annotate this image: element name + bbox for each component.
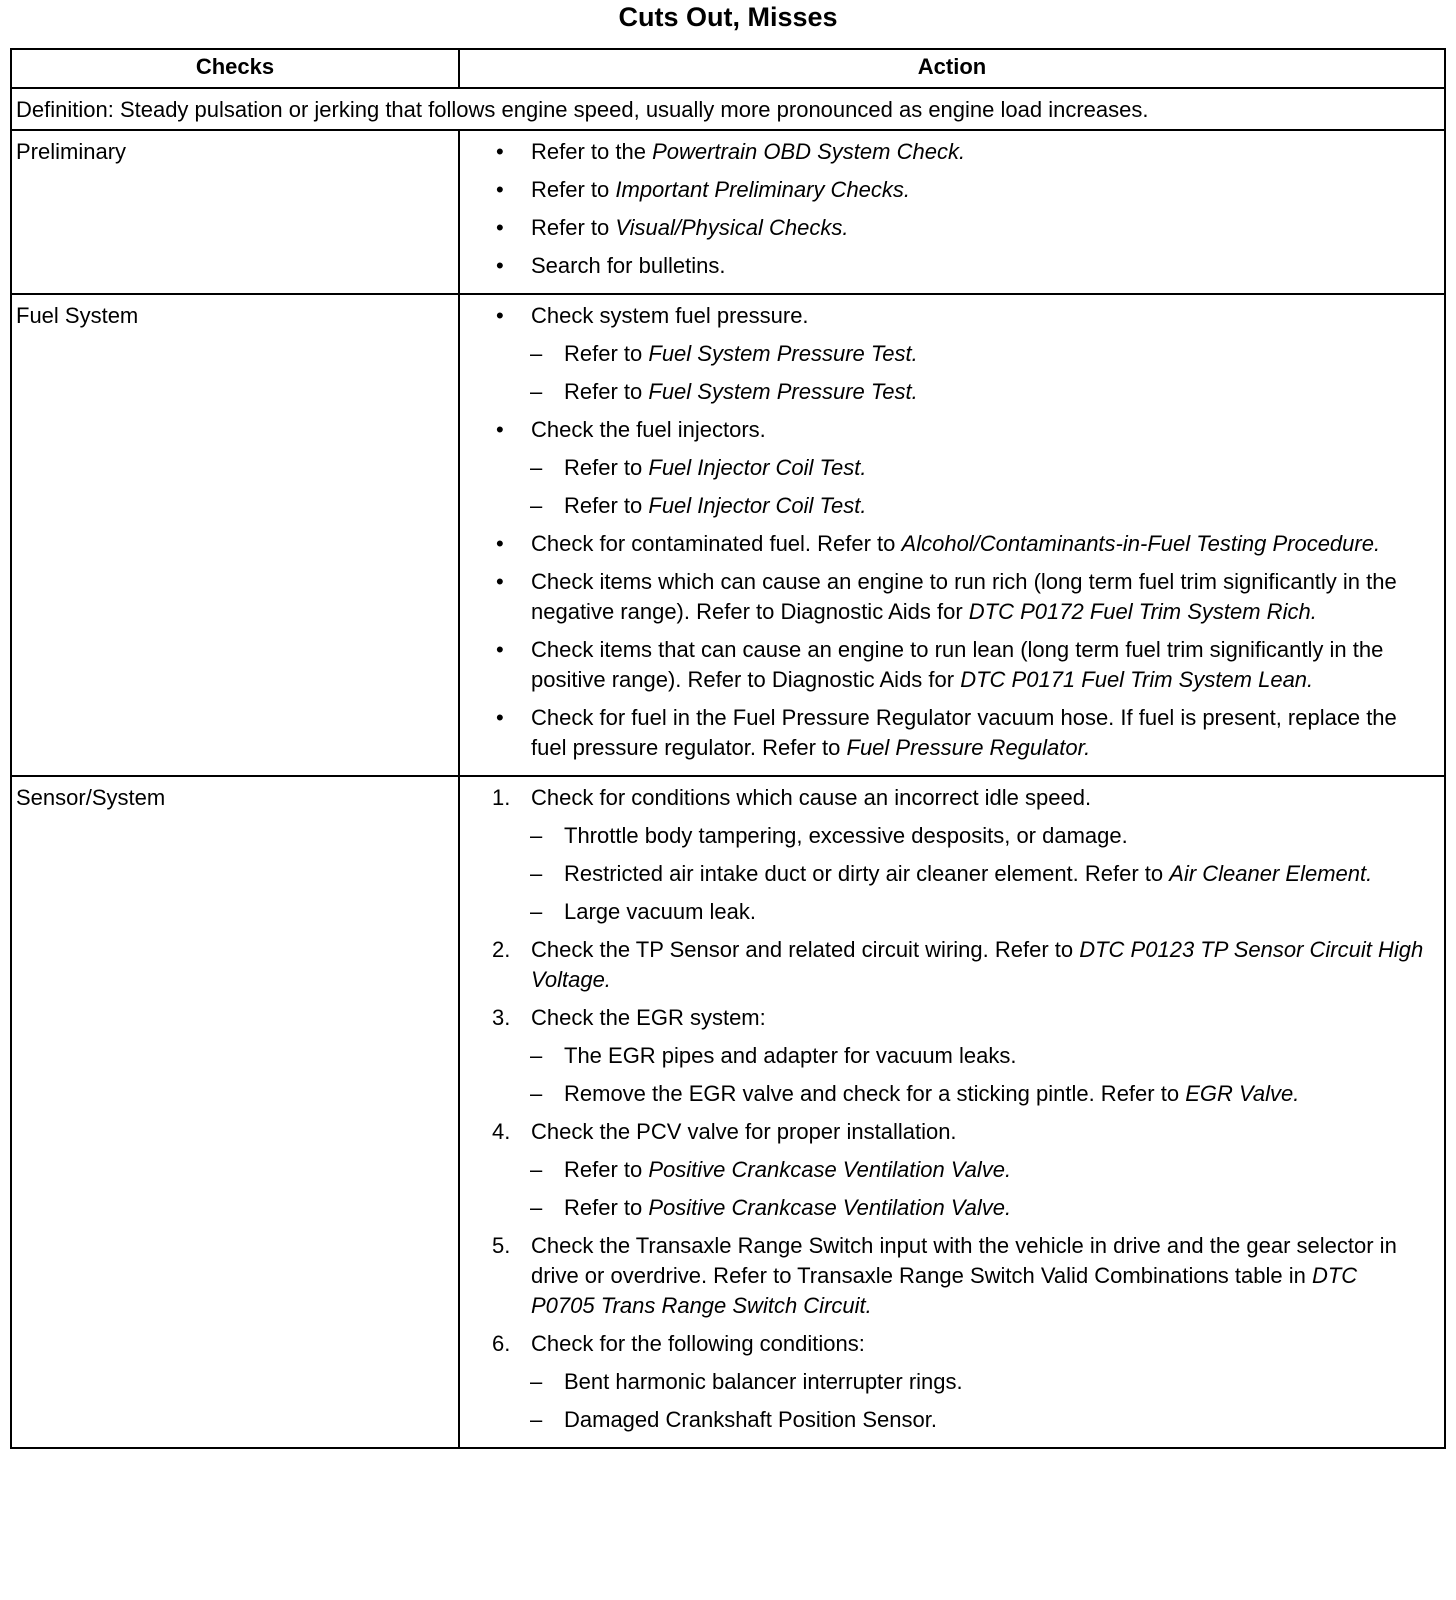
bullet-icon: • bbox=[496, 253, 504, 278]
definition-row bbox=[11, 88, 1445, 130]
dash-icon: – bbox=[530, 1407, 543, 1432]
reference-text: DTC P0123 TP Sensor Circuit High Voltage. bbox=[531, 937, 1424, 992]
sub-item bbox=[460, 1367, 1424, 1397]
definition-text: Definition: Steady pulsation or jerking that follows engine speed, usually more pronounced as engine load increases. bbox=[11, 88, 1445, 130]
item-text: Check for conditions which cause an incorrect idle speed. bbox=[531, 785, 1092, 810]
sub-item bbox=[460, 1193, 1424, 1223]
item-text: Refer to bbox=[531, 215, 616, 240]
bullet-icon: • bbox=[496, 177, 504, 202]
item-text: Refer to the bbox=[531, 139, 653, 164]
sub-item bbox=[460, 859, 1424, 889]
reference-text: DTC P0171 Fuel Trim System Lean. bbox=[960, 667, 1314, 692]
bullet-icon: • bbox=[496, 569, 504, 594]
item-text: Check the TP Sensor and related circuit wiring. Refer to bbox=[531, 937, 1080, 962]
list-item bbox=[460, 137, 1424, 167]
header-checks: Checks bbox=[11, 49, 459, 88]
reference-text: Fuel Pressure Regulator. bbox=[846, 735, 1091, 760]
list-item bbox=[460, 213, 1424, 243]
list-item bbox=[460, 175, 1424, 205]
list-item bbox=[460, 635, 1424, 695]
dash-icon: – bbox=[530, 1369, 543, 1394]
item-text: Refer to bbox=[564, 1195, 649, 1220]
header-action: Action bbox=[459, 49, 1445, 88]
item-text: Check items that can cause an engine to run lean (long term fuel trim significantly in the positive range). Refer to Diagnostic Aids for bbox=[531, 637, 1384, 692]
item-text: Large vacuum leak. bbox=[564, 899, 756, 924]
item-text: Refer to bbox=[531, 177, 616, 202]
item-text: Check for the following conditions: bbox=[531, 1331, 865, 1356]
item-text: Damaged Crankshaft Position Sensor. bbox=[564, 1407, 937, 1432]
item-text: Check the EGR system: bbox=[531, 1005, 766, 1030]
sub-item bbox=[460, 1155, 1424, 1185]
reference-text: Powertrain OBD System Check. bbox=[652, 139, 966, 164]
list-item bbox=[460, 301, 1424, 331]
reference-text: EGR Valve. bbox=[1185, 1081, 1300, 1106]
dash-icon: – bbox=[530, 899, 543, 924]
reference-text: Fuel System Pressure Test. bbox=[648, 379, 918, 404]
dash-icon: – bbox=[530, 493, 543, 518]
step-number: 6. bbox=[492, 1331, 511, 1356]
list-item bbox=[460, 567, 1424, 627]
item-text: Refer to bbox=[564, 455, 649, 480]
table-row bbox=[11, 776, 1445, 1448]
bullet-icon: • bbox=[496, 303, 504, 328]
list-item bbox=[460, 415, 1424, 445]
item-text: Check items which can cause an engine to run rich (long term fuel trim significantly in the negative range). Refer to Diagnostic Aids for bbox=[531, 569, 1397, 624]
step-number: 1. bbox=[492, 785, 511, 810]
sub-item bbox=[460, 453, 1424, 483]
check-name: Fuel System bbox=[11, 294, 459, 776]
reference-text: DTC P0172 Fuel Trim System Rich. bbox=[968, 599, 1317, 624]
dash-icon: – bbox=[530, 1195, 543, 1220]
action-cell bbox=[459, 294, 1445, 776]
item-text: Refer to bbox=[564, 379, 649, 404]
item-text: The EGR pipes and adapter for vacuum leaks. bbox=[564, 1043, 1017, 1068]
bullet-icon: • bbox=[496, 637, 504, 662]
list-item bbox=[460, 1231, 1424, 1321]
item-text: Check for contaminated fuel. Refer to bbox=[531, 531, 902, 556]
page-title: Cuts Out, Misses bbox=[618, 2, 838, 32]
sub-item bbox=[460, 1405, 1424, 1435]
reference-text: Fuel Injector Coil Test. bbox=[648, 455, 867, 480]
step-number: 4. bbox=[492, 1119, 511, 1144]
check-name: Preliminary bbox=[11, 130, 459, 294]
item-text: Refer to bbox=[564, 341, 649, 366]
dash-icon: – bbox=[530, 455, 543, 480]
sub-item bbox=[460, 1041, 1424, 1071]
dash-icon: – bbox=[530, 1081, 543, 1106]
sub-item bbox=[460, 377, 1424, 407]
item-text: Refer to bbox=[564, 493, 649, 518]
reference-text: Positive Crankcase Ventilation Valve. bbox=[648, 1195, 1012, 1220]
dash-icon: – bbox=[530, 861, 543, 886]
item-text: Restricted air intake duct or dirty air cleaner element. Refer to bbox=[564, 861, 1170, 886]
action-cell bbox=[459, 776, 1445, 1448]
item-text: Bent harmonic balancer interrupter rings. bbox=[564, 1369, 963, 1394]
item-text: Check the PCV valve for proper installation. bbox=[531, 1119, 957, 1144]
item-text: Check system fuel pressure. bbox=[531, 303, 809, 328]
table-header-row bbox=[11, 49, 1445, 88]
diagnostic-table bbox=[10, 48, 1446, 1449]
dash-icon: – bbox=[530, 379, 543, 404]
reference-text: Visual/Physical Checks. bbox=[615, 215, 849, 240]
item-text: Check the fuel injectors. bbox=[531, 417, 766, 442]
list-item bbox=[460, 1329, 1424, 1359]
item-text: Search for bulletins. bbox=[531, 253, 726, 278]
list-item bbox=[460, 783, 1424, 813]
dash-icon: – bbox=[530, 1157, 543, 1182]
list-item bbox=[460, 1117, 1424, 1147]
reference-text: Fuel Injector Coil Test. bbox=[648, 493, 867, 518]
reference-text: Positive Crankcase Ventilation Valve. bbox=[648, 1157, 1012, 1182]
item-text: Throttle body tampering, excessive desposits, or damage. bbox=[564, 823, 1128, 848]
reference-text: Air Cleaner Element. bbox=[1169, 861, 1373, 886]
bullet-icon: • bbox=[496, 417, 504, 442]
sub-item bbox=[460, 339, 1424, 369]
reference-text: Important Preliminary Checks. bbox=[615, 177, 911, 202]
step-number: 5. bbox=[492, 1233, 511, 1258]
sub-item bbox=[460, 1079, 1424, 1109]
item-text: Check the Transaxle Range Switch input with the vehicle in drive and the gear selector in drive or overdrive. Refer to Transaxle Range Switch Valid Combinations table in bbox=[531, 1233, 1397, 1288]
step-number: 2. bbox=[492, 937, 511, 962]
table-row bbox=[11, 130, 1445, 294]
item-text: Refer to bbox=[564, 1157, 649, 1182]
list-item bbox=[460, 1003, 1424, 1033]
reference-text: Alcohol/Contaminants-in-Fuel Testing Procedure. bbox=[901, 531, 1381, 556]
bullet-icon: • bbox=[496, 215, 504, 240]
action-cell bbox=[459, 130, 1445, 294]
bullet-icon: • bbox=[496, 705, 504, 730]
bullet-icon: • bbox=[496, 139, 504, 164]
list-item bbox=[460, 703, 1424, 763]
bullet-icon: • bbox=[496, 531, 504, 556]
reference-text: Fuel System Pressure Test. bbox=[648, 341, 918, 366]
dash-icon: – bbox=[530, 1043, 543, 1068]
list-item bbox=[460, 529, 1424, 559]
step-number: 3. bbox=[492, 1005, 511, 1030]
list-item bbox=[460, 251, 1424, 281]
list-item bbox=[460, 935, 1424, 995]
sub-item bbox=[460, 821, 1424, 851]
dash-icon: – bbox=[530, 341, 543, 366]
item-text: Remove the EGR valve and check for a sticking pintle. Refer to bbox=[564, 1081, 1186, 1106]
item-text: Check for fuel in the Fuel Pressure Regulator vacuum hose. If fuel is present, replace the fuel pressure regulator. Refer to bbox=[531, 705, 1397, 760]
dash-icon: – bbox=[530, 823, 543, 848]
table-row bbox=[11, 294, 1445, 776]
sub-item bbox=[460, 897, 1424, 927]
reference-text: DTC P0705 Trans Range Switch Circuit. bbox=[531, 1263, 1358, 1318]
sub-item bbox=[460, 491, 1424, 521]
check-name: Sensor/System bbox=[11, 776, 459, 1448]
